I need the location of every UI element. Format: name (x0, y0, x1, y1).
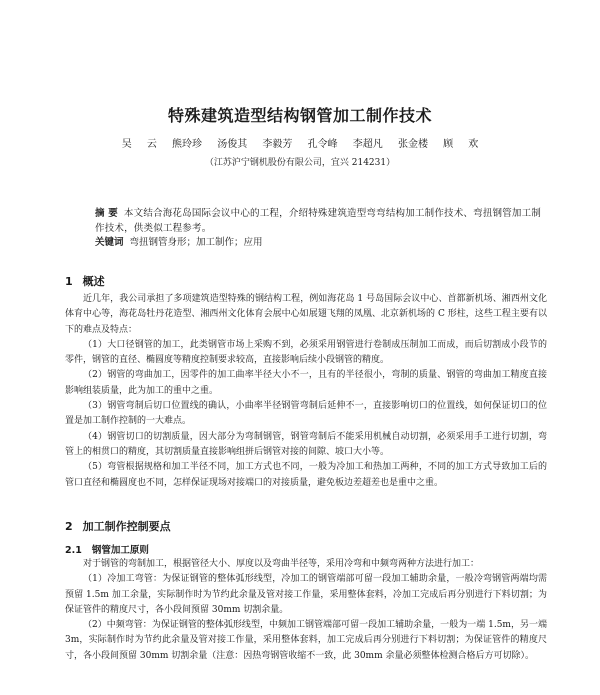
paragraph: （3）钢管弯制后切口位置线的确认，小曲率半径钢管弯制后延伸不一，直接影响切口的位置线，如何保证切口的位置是加工制作控制的一大难点。 (65, 401, 547, 427)
paper-title: 特殊建筑造型结构钢管加工制作技术 (167, 106, 432, 125)
section-1-body (65, 292, 547, 491)
paragraph: （1）大口径钢管的加工，此类钢管市场上采购不到，必须采用钢管进行卷制成压制加工而成，而后切割成小段节的零件，钢管的直径、椭圆度等精度控制要求较高，直接影响后续小段钢管的精度。 (65, 339, 547, 366)
affiliation: （江苏沪宁钢机股份有限公司，宜兴 214231） (204, 158, 396, 168)
section-2-1-heading (65, 542, 149, 556)
paragraph: （5）弯管根据规格和加工半径不同，加工方式也不同，一般为冷加工和热加工两种，不同的加工方式导致加工后的管口直径和椭圆度也不同，怎样保证现场对接端口的对接质量，避免板边差超差也是重中之重。 (65, 462, 547, 488)
paragraph: （4）钢管切口的切割质量，因大部分为弯制钢管，钢管弯制后不能采用机械自动切割，必须采用手工进行切割，弯管上的相贯口的精度，其切割质量直接影响组拼后钢管对接的间隙、坡口大小等。 (65, 431, 547, 457)
paragraph: 对于钢管的弯制加工，根据管径大小、厚度以及弯曲半径等，采用冷弯和中频弯两种方法进行加工： (83, 559, 480, 569)
section-number: 1 (65, 275, 73, 288)
paragraph: 近几年，我公司承担了多项建筑造型特殊的钢结构工程，例如海花岛 1 号岛国际会议中心、首都新机场、湘西州文化体育中心等，海花岛牡丹花造型、湘西州文化体育会展中心如展翅飞翔的凤凰、北京新机场的 C 形柱，这些工程主要有以下的难点及特点： (65, 294, 547, 335)
section-1-heading (65, 273, 105, 289)
paragraph: （1）冷加工弯管：为保证钢管的整体弧形线型，冷加工的钢管端部可留一段加工辅助余量，一般冷弯钢管两端均需预留 1.5m 加工余量，实际制作时为节约此余量及管对接工作量，采用整体套料，冷加工完成后再分别进行下料切割；为保证管件的精度尺寸，各小段间预留 30mm 切割余量。 (65, 574, 547, 615)
subsection-title: 钢管加工原则 (91, 545, 149, 556)
section-2-heading (65, 518, 171, 534)
abstract-label: 摘 要 (95, 208, 118, 219)
abstract (95, 206, 545, 236)
keywords-text: 弯扭钢管身形；加工制作；应用 (129, 237, 263, 248)
section-2-1-body (65, 557, 547, 664)
section-title: 概述 (82, 275, 105, 288)
subsection-number: 2.1 (65, 545, 82, 556)
abstract-text: 本文结合海花岛国际会议中心的工程，介绍特殊建筑造型弯弯结构加工制作技术、弯扭钢管加工制作技术，供类似工程参考。 (95, 208, 542, 234)
paragraph: （2）中频弯管：为保证钢管的整体弧形线型，中频加工钢管端部可留一段加工辅助余量，一般为一端 1.5m，另一端 3m，实际制作时为节约此余量及管对接工作量，采用整体套料，加工完成后再分别进行下料切割；为保证管件的精度尺寸，各小段间预留 30mm 切割余量（注意：因热弯钢管收缩不一致，此 30mm 余量必须整体检测合格后方可切除）。 (65, 620, 547, 661)
section-number: 2 (65, 520, 73, 533)
keywords (95, 234, 545, 248)
section-title: 加工制作控制要点 (82, 520, 171, 533)
paragraph: （2）钢管的弯曲加工，因零件的加工曲率半径大小不一，且有的半径很小，弯制的质量、钢管的弯曲加工精度直接影响组装质量，此为加工的重中之重。 (65, 370, 547, 396)
keywords-label: 关键词 (95, 237, 124, 248)
authors: 吴 云 熊玲珍 汤俊其 李毅芳 孔令峰 李超凡 张金楼 顾 欢 (121, 139, 479, 150)
